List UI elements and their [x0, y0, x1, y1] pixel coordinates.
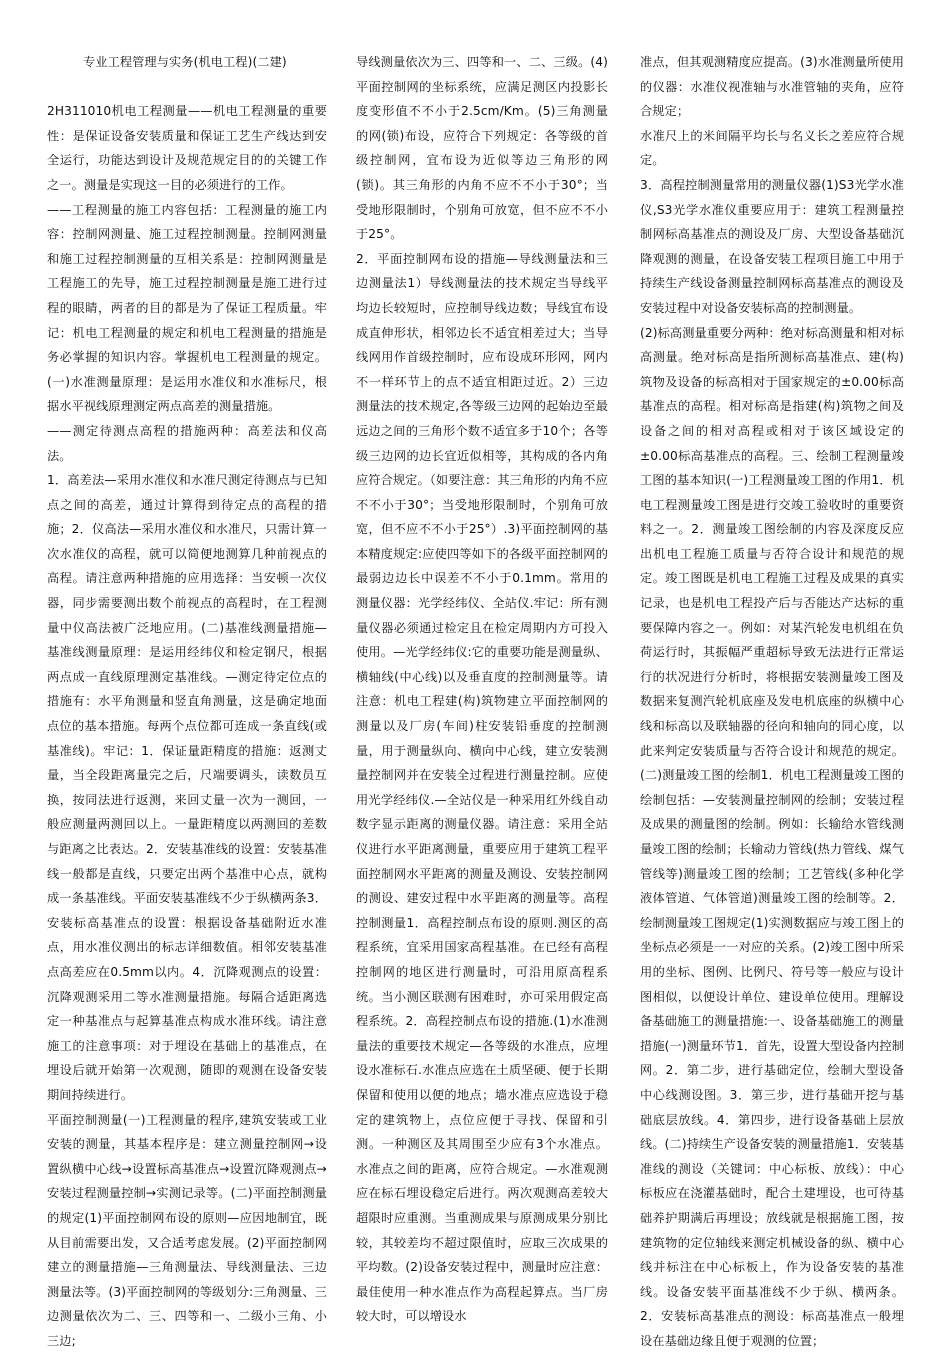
paragraph: ——工程测量的施工内容包括：工程测量的施工内容：控制网测量、施工过程控制测量。控制网测量和施工过程控制测量的互相关系是：控制网测量是工程施工的先导，施工过程控制测量是施工进行过程的眼睛，两者的目的都是为了保证工程质量。牢记：机电工程测量的规定和机电工程测量的措施是务必掌握的知识内容。掌握机电工程测量的规定。(一)水准测量原理：是运用水准仪和水准标尺，根据水平视线原理测定两点高差的测量措施。	[47, 202, 327, 414]
paragraph: 水准尺上的米间隔平均长与名义长之差应符合规定。	[640, 128, 904, 168]
document-title: 专业工程管理与实务(机电工程)(二建)	[83, 55, 287, 69]
paragraph: 2．平面控制网布设的措施—导线测量法和三边测量法1）导线测量法的技术规定当导线平均边长较短时，应控制导线边数；导线宜布设成直伸形状，相邻边长不适宜相差过大；当导线网用作首级控制时，应布设成环形网，网内不一样环节上的点不适宜相距过近。2）三边测量法的技术规定,各等级三边网的起始边至最远边之间的三角形个数不适宜多于10个；各等级三边网的边长宜近似相等，其构成的各内角应符合规定。（如要注意：其三角形的内角不应不不小于30°；当受地形限制时，个别角可放宽，但不应不不小于25°）.3)平面控制网的基本精度规定:应使四等如下的各级平面控制网的最弱边边长中误差不不小于0.1mm。常用的测量仪器：光学经纬仪、全站仪.牢记：所有测量仪器必须通过检定且在检定周期内方可投入使用。—光学经纬仪:它的重要功能是测量纵、横轴线(中心线)以及垂直度的控制测量等。请注意：机电工程建(构)筑物建立平面控制网的测量以及厂房(车间)柱安装铅垂度的控制测量，用于测量纵向、横向中心线，建立安装测量控制网并在安装全过程进行测量控制。应使用光学经纬仪.—全站仪是一种采用红外线自动数字显示距离的测量仪器。请注意：采用全站仪进行水平距离测量，重要应用于建筑工程平面控制网水平距离的测量及测设、安装控制网的测设、建安过程中水平距离的测量等。高程控制测量1．高程控制点布设的原则.测区的高程系统，宜采用国家高程基准。在已经有高程控制网的地区进行测量时，可沿用原高程系统。当小测区联测有困难时，亦可采用假定高程系统。2．高程控制点布设的措施.(1)水准测量法的重要技术规定—各等级的水准点，应埋设水准标石.水准点应选在土质坚硬、便于长期保留和使用以便的地点；墙水准点应选设于稳定的建筑物上，点位应便于寻找、保留和引测。一种测区及其周围至少应有3个水准点。水准点之间的距离，应符合规定。—水准观测应在标石埋设稳定后进行。两次观测高差较大超限时应重测。当重测成果与原测成果分别比较，其较差均不超过限值时，应取三次成果的平均数。(2)设备安装过程中，测量时应注意：最佳使用一种水准点作为高程起算点。当厂房较大时，可以增设水	[356, 251, 608, 1324]
text-column-3	[640, 50, 904, 1348]
text-column-1	[47, 50, 327, 1348]
paragraph: 3．高程控制测量常用的测量仪器(1)S3光学水准仪,S3光学水准仪重要应用于：建筑工程测量控制网标高基准点的测设及厂房、大型设备基础沉降观测的测量，在设备安装工程项目施工中用于持续生产线设备测量控制网标高基准点的测设及安装过程中对设备安装标高的控制测量。	[640, 177, 904, 315]
paragraph: (2)标高测量重要分两种：绝对标高测量和相对标高测量。绝对标高是指所测标高基准点、建(构)筑物及设备的标高相对于国家规定的±0.00标高基准点的高程。相对标高是指建(构)筑物之间及设备之间的相对高程或相对于该区域设定的±0.00标高基准点的高程。三、绘制工程测量竣工图的基本知识(一)工程测量竣工图的作用1．机电工程测量竣工图是进行交竣工验收时的重要资料之一。2．测量竣工图绘制的内容及深度反应出机电工程施工质量与否符合设计和规范的规定。竣工图既是机电工程施工过程及成果的真实记录，也是机电工程投产后与否能达产达标的重要保障内容之一。例如：对某汽轮发电机组在负荷运行时，其振幅严重超标导致无法进行正常运行的状况进行分析时，将根据安装测量竣工图及数据来复测汽轮机底座及发电机底座的纵横中心线和标高以及联轴器的径向和轴向的同心度，以此来判定安装质量与否符合设计和规范的规定。(二)测量竣工图的绘制1．机电工程测量竣工图的绘制包括：—安装测量控制网的绘制；安装过程及成果的测量图的绘制。例如：长输给水管线测量竣工图的绘制；长输动力管线(热力管线、煤气管线等)测量竣工图的绘制；工艺管线(多种化学液体管道、气体管道)测量竣工图的绘制等。2．绘制测量竣工图规定(1)实测数据应与竣工图上的坐标点必须是一一对应的关系。(2)竣工图中所采用的坐标、图例、比例尺、符号等一般应与设计图相似，以便设计单位、建设单位使用。理解设备基础施工的测量措施:一、设备基础施工的测量措施(一)测量环节1．首先，设置大型设备内控制网。2．第二步，进行基础定位，绘制大型设备中心线测设图。3．第三步，进行基础开挖与基础底层放线。4．第四步，进行设备基础上层放线。(二)持续生产设备安装的测量措施1．安装基准线的测设（关键词：中心标板、放线）：中心标板应在浇灌基础时，配合土建埋设，也可待基础养护期满后再埋设；放线就是根据施工图，按建筑物的定位轴线来测定机械设备的纵、横中心线并标注在中心标板上，作为设备安装的基准线。设备安装平面基准线不少于纵、横两条。2．安装标高基准点的测设：标高基准点一般埋设在基础边缘且便于观测的位置；	[640, 325, 904, 1348]
paragraph: ——测定待测点高程的措施两种：高差法和仪高法。	[47, 423, 327, 463]
text-column-2	[356, 50, 608, 1330]
paragraph: 平面控制测量(一)工程测量的程序,建筑安装或工业安装的测量，其基本程序是：建立测量控制网→设置纵横中心线→设置标高基准点→设置沉降观测点→安装过程测量控制→实测记录等。(二)平面控制测量的规定(1)平面控制网布设的原则—应因地制宜，既从目前需要出发，又合适考虑发展。(2)平面控制网建立的测量措施—三角测量法、导线测量法、三边测量法等。(3)平面控制网的等级划分:三角测量、三边测量依次为二、三、四等和一、二级小三角、小三边;	[47, 1112, 327, 1348]
paragraph: 1．高差法—采用水准仪和水准尺测定待测点与已知点之间的高差，通过计算得到待定点的高程的措施；2．仪高法—采用水准仪和水准尺，只需计算一次水准仪的高程，就可以简便地测算几种前视点的高程。请注意两种措施的应用选择：当安顿一次仪器，同步需要测出数个前视点的高程时，在工程测量中仪高法被广泛地应用。(二)基准线测量措施—基准线测量原理：是运用经纬仪和检定钢尺，根据两点成一直线原理测定基准线。—测定待定位点的措施有：水平角测量和竖直角测量，这是确定地面点位的基本措施。每两个点位都可连成一条直线(或基准线)。牢记：1．保证量距精度的措施：返测丈量，当全段距离量完之后，尺端要调头，读数员互换，按同法进行返测，来回丈量一次为一测回，一般应测量两测回以上。一量距精度以两测回的差数与距离之比表达。2．安装基准线的设置：安装基准线一般都是直线，只要定出两个基准中心点，就构成一条基准线。平面安装基准线不少于纵横两条3．安装标高基准点的设置：根据设备基础附近水准点，用水准仪测出的标志详细数值。相邻安装基准点高差应在0.5mm以内。4．沉降观测点的设置：沉降观测采用二等水准测量措施。每隔合适距离选定一种基准点与起算基准点构成水准环线。请注意施工的注意事项：对于埋设在基础上的基准点，在埋设后就开始第一次观测，随即的观测在设备安装期间持续进行。	[47, 473, 327, 1102]
paragraph: 准点，但其观测精度应提高。(3)水准测量所使用的仪器：水准仪视准轴与水准管轴的夹角，应符合规定；	[640, 55, 904, 119]
paragraph: 2H311010机电工程测量——机电工程测量的重要性：是保证设备安装质量和保证工艺生产线达到安全运行，功能达到设计及规范规定目的的关键工作之一。测量是实现这一目的必须进行的工作。	[47, 104, 327, 192]
paragraph: 导线测量依次为三、四等和一、二、三级。(4)平面控制网的坐标系统，应满足测区内投影长度变形值不不小于2.5cm/Km。(5)三角测量的网(锁)布设，应符合下列规定：各等级的首级控制网，宜布设为近似等边三角形的网(锁)。其三角形的内角不应不不小于30°；当受地形限制时，个别角可放宽，但不应不不小于25°。	[356, 55, 608, 242]
